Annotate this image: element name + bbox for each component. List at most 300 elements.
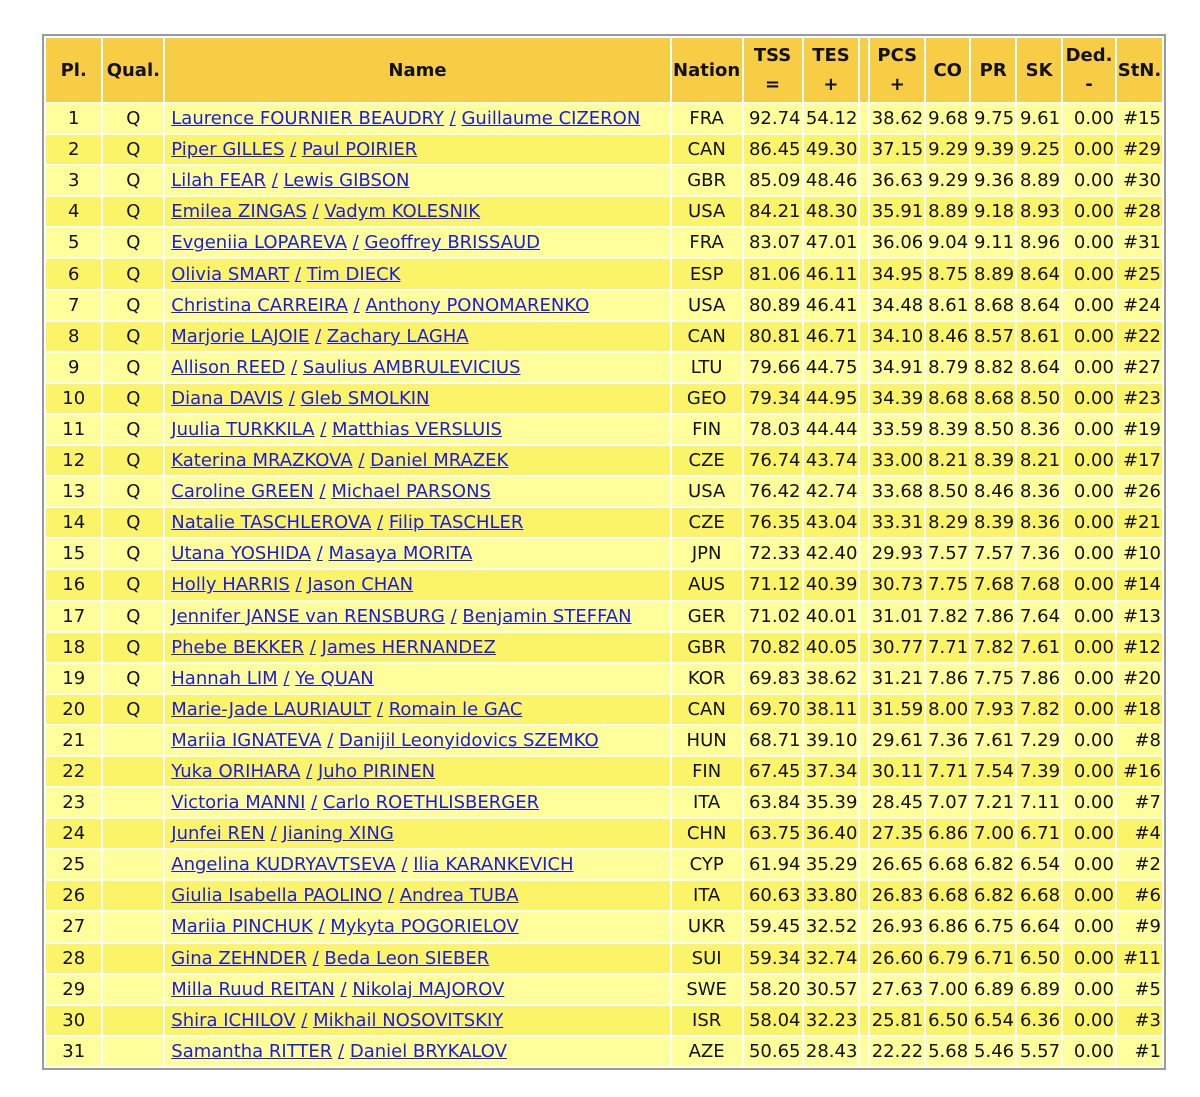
name-cell: [165, 322, 669, 351]
pcs-cell: 31.21: [870, 664, 924, 693]
pr-cell: 8.68: [971, 384, 1015, 413]
skater-link[interactable]: Andrea TUBA: [399, 885, 519, 907]
pair-separator-link[interactable]: /: [288, 387, 295, 409]
qualification-cell: [103, 850, 163, 879]
pair-separator-link[interactable]: /: [340, 978, 347, 1000]
qualification-cell: [103, 788, 163, 817]
skater-link[interactable]: Christina CARREIRA: [171, 294, 348, 316]
co-cell: 8.21: [926, 446, 969, 475]
starting-number-cell: #29: [1117, 135, 1162, 164]
tes-cell: 40.01: [804, 602, 859, 631]
skater-link[interactable]: Juulia TURKKILA: [171, 418, 315, 440]
place-cell: 4: [46, 197, 101, 226]
header-tss: TSS =: [744, 38, 802, 102]
skater-link[interactable]: Laurence FOURNIER BEAUDRY: [171, 108, 444, 130]
skater-link[interactable]: Shira ICHILOV: [171, 1009, 296, 1031]
tss-cell: 63.75: [744, 819, 802, 848]
name-cell: [165, 602, 669, 631]
skater-link[interactable]: Danijil Leonyidovics SZEMKO: [339, 729, 599, 751]
starting-number-cell: #21: [1117, 508, 1162, 537]
skater-link[interactable]: Angelina KUDRYAVTSEVA: [171, 854, 396, 876]
skater-link[interactable]: Benjamin STEFFAN: [462, 605, 632, 627]
header-sk: SK: [1017, 38, 1061, 102]
tes-cell: 54.12: [804, 104, 859, 133]
pr-cell: 9.75: [971, 104, 1015, 133]
starting-number-cell: #22: [1117, 322, 1162, 351]
pcs-cell: 37.15: [870, 135, 924, 164]
sk-cell: 6.36: [1017, 1006, 1061, 1035]
tes-cell: 32.52: [804, 912, 859, 941]
skater-link[interactable]: Daniel BRYKALOV: [349, 1040, 507, 1062]
pcs-cell: 33.68: [870, 477, 924, 506]
sk-cell: 8.36: [1017, 477, 1061, 506]
deductions-cell: 0.00: [1063, 197, 1115, 226]
starting-number-cell: #2: [1117, 850, 1162, 879]
sk-cell: 7.36: [1017, 539, 1061, 568]
spacer-cell: [860, 664, 868, 693]
pcs-cell: 38.62: [870, 104, 924, 133]
deductions-cell: 0.00: [1063, 602, 1115, 631]
header-row: [46, 38, 1162, 102]
skater-link[interactable]: Samantha RITTER: [171, 1040, 333, 1062]
sk-cell: 8.50: [1017, 384, 1061, 413]
tss-cell: 78.03: [744, 415, 802, 444]
pair-separator-link[interactable]: /: [271, 170, 278, 192]
table-row: [46, 975, 1162, 1004]
pcs-cell: 34.10: [870, 322, 924, 351]
name-cell: [165, 944, 669, 973]
starting-number-cell: #8: [1117, 726, 1162, 755]
pair-separator-link[interactable]: /: [318, 916, 325, 938]
nation-cell: HUN: [672, 726, 742, 755]
pr-cell: 9.36: [971, 166, 1015, 195]
skater-link[interactable]: Mariia IGNATEVA: [171, 729, 322, 751]
sk-cell: 7.39: [1017, 757, 1061, 786]
pair-separator-link[interactable]: /: [327, 729, 334, 751]
sk-cell: 7.61: [1017, 633, 1061, 662]
tes-cell: 38.62: [804, 664, 859, 693]
nation-cell: CHN: [672, 819, 742, 848]
header-deductions: Ded. -: [1063, 38, 1115, 102]
pr-cell: 6.82: [971, 850, 1015, 879]
spacer-cell: [860, 259, 868, 288]
tes-cell: 37.34: [804, 757, 859, 786]
skater-link[interactable]: Guillaume CIZERON: [461, 108, 641, 130]
name-cell: [165, 477, 669, 506]
tes-cell: 28.43: [804, 1037, 859, 1066]
pair-separator-link[interactable]: /: [401, 854, 408, 876]
co-cell: 8.61: [926, 291, 969, 320]
pcs-cell: 29.93: [870, 539, 924, 568]
sk-cell: 7.64: [1017, 602, 1061, 631]
sk-cell: 8.61: [1017, 322, 1061, 351]
spacer-cell: [860, 446, 868, 475]
skater-link[interactable]: Saulius AMBRULEVICIUS: [302, 356, 521, 378]
deductions-cell: 0.00: [1063, 135, 1115, 164]
qualification-cell: [103, 975, 163, 1004]
nation-cell: JPN: [672, 539, 742, 568]
tss-cell: 58.04: [744, 1006, 802, 1035]
pair-separator-link[interactable]: /: [319, 481, 326, 503]
pcs-cell: 36.06: [870, 228, 924, 257]
sk-cell: 5.57: [1017, 1037, 1061, 1066]
skater-link[interactable]: Matthias VERSLUIS: [332, 418, 502, 440]
pair-separator-link[interactable]: /: [387, 885, 394, 907]
skater-link[interactable]: Gleb SMOLKIN: [300, 387, 430, 409]
skater-link[interactable]: Yuka ORIHARA: [171, 761, 301, 783]
skater-link[interactable]: Filip TASCHLER: [388, 512, 524, 534]
table-row: [46, 819, 1162, 848]
skater-link[interactable]: Juho PIRINEN: [317, 761, 436, 783]
co-cell: 7.86: [926, 664, 969, 693]
tes-cell: 35.29: [804, 850, 859, 879]
starting-number-cell: #25: [1117, 259, 1162, 288]
pcs-cell: 26.83: [870, 881, 924, 910]
nation-cell: AUS: [672, 570, 742, 599]
spacer-cell: [860, 602, 868, 631]
tss-cell: 80.89: [744, 291, 802, 320]
tes-cell: 36.40: [804, 819, 859, 848]
starting-number-cell: #5: [1117, 975, 1162, 1004]
nation-cell: AZE: [672, 1037, 742, 1066]
pcs-cell: 22.22: [870, 1037, 924, 1066]
deductions-cell: 0.00: [1063, 446, 1115, 475]
deductions-cell: 0.00: [1063, 1037, 1115, 1066]
pair-separator-link[interactable]: /: [449, 108, 456, 130]
skater-link[interactable]: Allison REED: [171, 356, 286, 378]
table-row: [46, 166, 1162, 195]
pair-separator-link[interactable]: /: [316, 543, 323, 565]
skater-link[interactable]: Victoria MANNI: [171, 792, 306, 814]
spacer-cell: [860, 539, 868, 568]
deductions-cell: 0.00: [1063, 757, 1115, 786]
co-cell: 6.68: [926, 881, 969, 910]
tes-cell: 48.46: [804, 166, 859, 195]
skater-link[interactable]: Diana DAVIS: [171, 387, 284, 409]
sk-cell: 8.96: [1017, 228, 1061, 257]
skater-link[interactable]: Nikolaj MAJOROV: [352, 978, 505, 1000]
skater-link[interactable]: Natalie TASCHLEROVA: [171, 512, 372, 534]
starting-number-cell: #26: [1117, 477, 1162, 506]
tss-cell: 50.65: [744, 1037, 802, 1066]
qualification-cell: Q: [103, 166, 163, 195]
co-cell: 6.50: [926, 1006, 969, 1035]
header-co: CO: [926, 38, 969, 102]
co-cell: 9.04: [926, 228, 969, 257]
skater-link[interactable]: Emilea ZINGAS: [171, 201, 307, 223]
place-cell: 28: [46, 944, 101, 973]
pair-separator-link[interactable]: /: [450, 605, 457, 627]
pair-separator-link[interactable]: /: [301, 1009, 308, 1031]
table-row: [46, 197, 1162, 226]
skater-link[interactable]: Utana YOSHIDA: [171, 543, 311, 565]
tss-cell: 85.09: [744, 166, 802, 195]
tes-cell: 33.80: [804, 881, 859, 910]
tss-cell: 81.06: [744, 259, 802, 288]
sk-cell: 6.50: [1017, 944, 1061, 973]
sk-cell: 9.61: [1017, 104, 1061, 133]
pcs-cell: 35.91: [870, 197, 924, 226]
spacer-cell: [860, 788, 868, 817]
skater-link[interactable]: Jason CHAN: [307, 574, 414, 596]
skater-link[interactable]: Tim DIECK: [306, 263, 401, 285]
name-cell: [165, 197, 669, 226]
qualification-cell: Q: [103, 104, 163, 133]
tes-cell: 44.95: [804, 384, 859, 413]
skater-link[interactable]: Romain le GAC: [388, 698, 523, 720]
tss-cell: 59.45: [744, 912, 802, 941]
skater-link[interactable]: Carlo ROETHLISBERGER: [322, 792, 540, 814]
table-row: [46, 757, 1162, 786]
pr-cell: 7.68: [971, 570, 1015, 599]
nation-cell: CZE: [672, 446, 742, 475]
tes-cell: 44.75: [804, 353, 859, 382]
place-cell: 25: [46, 850, 101, 879]
place-cell: 8: [46, 322, 101, 351]
starting-number-cell: #11: [1117, 944, 1162, 973]
name-cell: [165, 726, 669, 755]
starting-number-cell: #18: [1117, 695, 1162, 724]
pr-cell: 9.18: [971, 197, 1015, 226]
sk-cell: 8.21: [1017, 446, 1061, 475]
deductions-cell: 0.00: [1063, 975, 1115, 1004]
skater-link[interactable]: Paul POIRIER: [302, 139, 418, 161]
spacer-cell: [860, 104, 868, 133]
name-cell: [165, 228, 669, 257]
spacer-cell: [860, 757, 868, 786]
qualification-cell: [103, 757, 163, 786]
skater-link[interactable]: Piper GILLES: [171, 139, 285, 161]
skater-link[interactable]: Anthony PONOMARENKO: [365, 294, 590, 316]
skater-link[interactable]: Olivia SMART: [171, 263, 290, 285]
skater-link[interactable]: Giulia Isabella PAOLINO: [171, 885, 383, 907]
place-cell: 5: [46, 228, 101, 257]
skater-link[interactable]: Masaya MORITA: [328, 543, 473, 565]
co-cell: 7.00: [926, 975, 969, 1004]
starting-number-cell: #27: [1117, 353, 1162, 382]
sk-cell: 6.68: [1017, 881, 1061, 910]
qualification-cell: Q: [103, 446, 163, 475]
co-cell: 8.68: [926, 384, 969, 413]
header-starting-number: StN.: [1117, 38, 1162, 102]
tss-cell: 59.34: [744, 944, 802, 973]
pr-cell: 7.54: [971, 757, 1015, 786]
place-cell: 19: [46, 664, 101, 693]
tes-cell: 48.30: [804, 197, 859, 226]
name-cell: [165, 415, 669, 444]
skater-link[interactable]: Hannah LIM: [171, 667, 278, 689]
spacer-cell: [860, 726, 868, 755]
tes-cell: 43.04: [804, 508, 859, 537]
deductions-cell: 0.00: [1063, 788, 1115, 817]
skater-link[interactable]: Beda Leon SIEBER: [324, 947, 490, 969]
skater-link[interactable]: Daniel MRAZEK: [370, 450, 509, 472]
skater-link[interactable]: Geoffrey BRISSAUD: [364, 232, 541, 254]
skater-link[interactable]: Vadym KOLESNIK: [324, 201, 481, 223]
place-cell: 23: [46, 788, 101, 817]
table-row: [46, 850, 1162, 879]
nation-cell: LTU: [672, 353, 742, 382]
qualification-cell: Q: [103, 291, 163, 320]
results-table: [42, 34, 1166, 1070]
pair-separator-link[interactable]: /: [377, 512, 384, 534]
table-row: [46, 228, 1162, 257]
qualification-cell: [103, 726, 163, 755]
skater-link[interactable]: Holly HARRIS: [171, 574, 290, 596]
pair-separator-link[interactable]: /: [311, 792, 318, 814]
sk-cell: 6.89: [1017, 975, 1061, 1004]
qualification-cell: Q: [103, 602, 163, 631]
pair-separator-link[interactable]: /: [338, 1040, 345, 1062]
spacer-cell: [860, 197, 868, 226]
deductions-cell: 0.00: [1063, 104, 1115, 133]
pcs-cell: 36.63: [870, 166, 924, 195]
nation-cell: CAN: [672, 322, 742, 351]
pair-separator-link[interactable]: /: [290, 356, 298, 378]
place-cell: 17: [46, 602, 101, 631]
co-cell: 9.29: [926, 166, 969, 195]
pr-cell: 8.50: [971, 415, 1015, 444]
pr-cell: 8.57: [971, 322, 1015, 351]
table-row: [46, 912, 1162, 941]
qualification-cell: Q: [103, 197, 163, 226]
deductions-cell: 0.00: [1063, 166, 1115, 195]
deductions-cell: 0.00: [1063, 228, 1115, 257]
spacer-cell: [860, 291, 868, 320]
pair-separator-link[interactable]: /: [283, 667, 290, 689]
deductions-cell: 0.00: [1063, 384, 1115, 413]
qualification-cell: [103, 881, 163, 910]
pcs-cell: 30.77: [870, 633, 924, 662]
skater-link[interactable]: Ye QUAN: [295, 667, 374, 689]
qualification-cell: [103, 819, 163, 848]
skater-link[interactable]: Lewis GIBSON: [283, 170, 410, 192]
tss-cell: 69.70: [744, 695, 802, 724]
pcs-cell: 26.93: [870, 912, 924, 941]
skater-link[interactable]: Ilia KARANKEVICH: [413, 854, 574, 876]
nation-cell: ITA: [672, 788, 742, 817]
tes-cell: 43.74: [804, 446, 859, 475]
skater-link[interactable]: Lilah FEAR: [171, 170, 267, 192]
pair-separator-link[interactable]: /: [295, 574, 302, 596]
table-row: [46, 259, 1162, 288]
spacer-cell: [860, 135, 868, 164]
tss-cell: 83.07: [744, 228, 802, 257]
pcs-cell: 30.73: [870, 570, 924, 599]
skater-link[interactable]: Marjorie LAJOIE: [171, 325, 310, 347]
pair-separator-link[interactable]: /: [270, 823, 277, 845]
nation-cell: USA: [672, 477, 742, 506]
pcs-cell: 31.01: [870, 602, 924, 631]
skater-link[interactable]: Mykyta POGORIELOV: [330, 916, 519, 938]
table-row: [46, 664, 1162, 693]
pair-separator-link[interactable]: /: [295, 263, 302, 285]
tss-cell: 72.33: [744, 539, 802, 568]
skater-link[interactable]: Milla Ruud REITAN: [171, 978, 335, 1000]
pr-cell: 7.75: [971, 664, 1015, 693]
skater-link[interactable]: James HERNANDEZ: [321, 636, 496, 658]
skater-link[interactable]: Mikhail NOSOVITSKIY: [313, 1009, 504, 1031]
deductions-cell: 0.00: [1063, 539, 1115, 568]
nation-cell: CYP: [672, 850, 742, 879]
skater-link[interactable]: Mariia PINCHUK: [171, 916, 313, 938]
nation-cell: UKR: [672, 912, 742, 941]
pair-separator-link[interactable]: /: [315, 325, 322, 347]
pair-separator-link[interactable]: /: [309, 636, 316, 658]
co-cell: 7.82: [926, 602, 969, 631]
skater-link[interactable]: Michael PARSONS: [331, 481, 491, 503]
skater-link[interactable]: Marie-Jade LAURIAULT: [171, 698, 372, 720]
deductions-cell: 0.00: [1063, 259, 1115, 288]
pcs-cell: 33.31: [870, 508, 924, 537]
deductions-cell: 0.00: [1063, 819, 1115, 848]
skater-link[interactable]: Jianing XING: [282, 823, 394, 845]
pr-cell: 7.61: [971, 726, 1015, 755]
pr-cell: 6.89: [971, 975, 1015, 1004]
deductions-cell: 0.00: [1063, 726, 1115, 755]
table-row: [46, 539, 1162, 568]
skater-link[interactable]: Zachary LAGHA: [326, 325, 469, 347]
pcs-cell: 31.59: [870, 695, 924, 724]
pr-cell: 6.75: [971, 912, 1015, 941]
tss-cell: 63.84: [744, 788, 802, 817]
qualification-cell: Q: [103, 664, 163, 693]
skater-link[interactable]: Katerina MRAZKOVA: [171, 450, 353, 472]
pr-cell: 6.82: [971, 881, 1015, 910]
spacer-cell: [860, 477, 868, 506]
skater-link[interactable]: Junfei REN: [171, 823, 265, 845]
pair-separator-link[interactable]: /: [320, 418, 327, 440]
sk-cell: 6.54: [1017, 850, 1061, 879]
nation-cell: GBR: [672, 166, 742, 195]
qualification-cell: Q: [103, 259, 163, 288]
pair-separator-link[interactable]: /: [306, 761, 313, 783]
skater-link[interactable]: Phebe BEKKER: [171, 636, 305, 658]
tss-cell: 71.02: [744, 602, 802, 631]
starting-number-cell: #15: [1117, 104, 1162, 133]
tes-cell: 44.44: [804, 415, 859, 444]
place-cell: 14: [46, 508, 101, 537]
qualification-cell: Q: [103, 695, 163, 724]
place-cell: 10: [46, 384, 101, 413]
starting-number-cell: #20: [1117, 664, 1162, 693]
pcs-cell: 26.65: [870, 850, 924, 879]
pair-separator-link[interactable]: /: [312, 947, 319, 969]
pair-separator-link[interactable]: /: [312, 201, 319, 223]
qualification-cell: Q: [103, 322, 163, 351]
pair-separator-link[interactable]: /: [290, 139, 297, 161]
skater-link[interactable]: Gina ZEHNDER: [171, 947, 307, 969]
name-cell: [165, 1037, 669, 1066]
starting-number-cell: #19: [1117, 415, 1162, 444]
nation-cell: SUI: [672, 944, 742, 973]
deductions-cell: 0.00: [1063, 664, 1115, 693]
pair-separator-link[interactable]: /: [352, 232, 359, 254]
pr-cell: 8.68: [971, 291, 1015, 320]
tes-cell: 40.39: [804, 570, 859, 599]
pair-separator-link[interactable]: /: [376, 698, 383, 720]
pair-separator-link[interactable]: /: [358, 450, 365, 472]
tss-cell: 79.66: [744, 353, 802, 382]
pair-separator-link[interactable]: /: [353, 294, 360, 316]
skater-link[interactable]: Jennifer JANSE van RENSBURG: [171, 605, 445, 627]
sk-cell: 8.64: [1017, 353, 1061, 382]
place-cell: 27: [46, 912, 101, 941]
skater-link[interactable]: Caroline GREEN: [171, 481, 314, 503]
skater-link[interactable]: Evgeniia LOPAREVA: [171, 232, 347, 254]
tes-cell: 35.39: [804, 788, 859, 817]
tes-cell: 46.71: [804, 322, 859, 351]
